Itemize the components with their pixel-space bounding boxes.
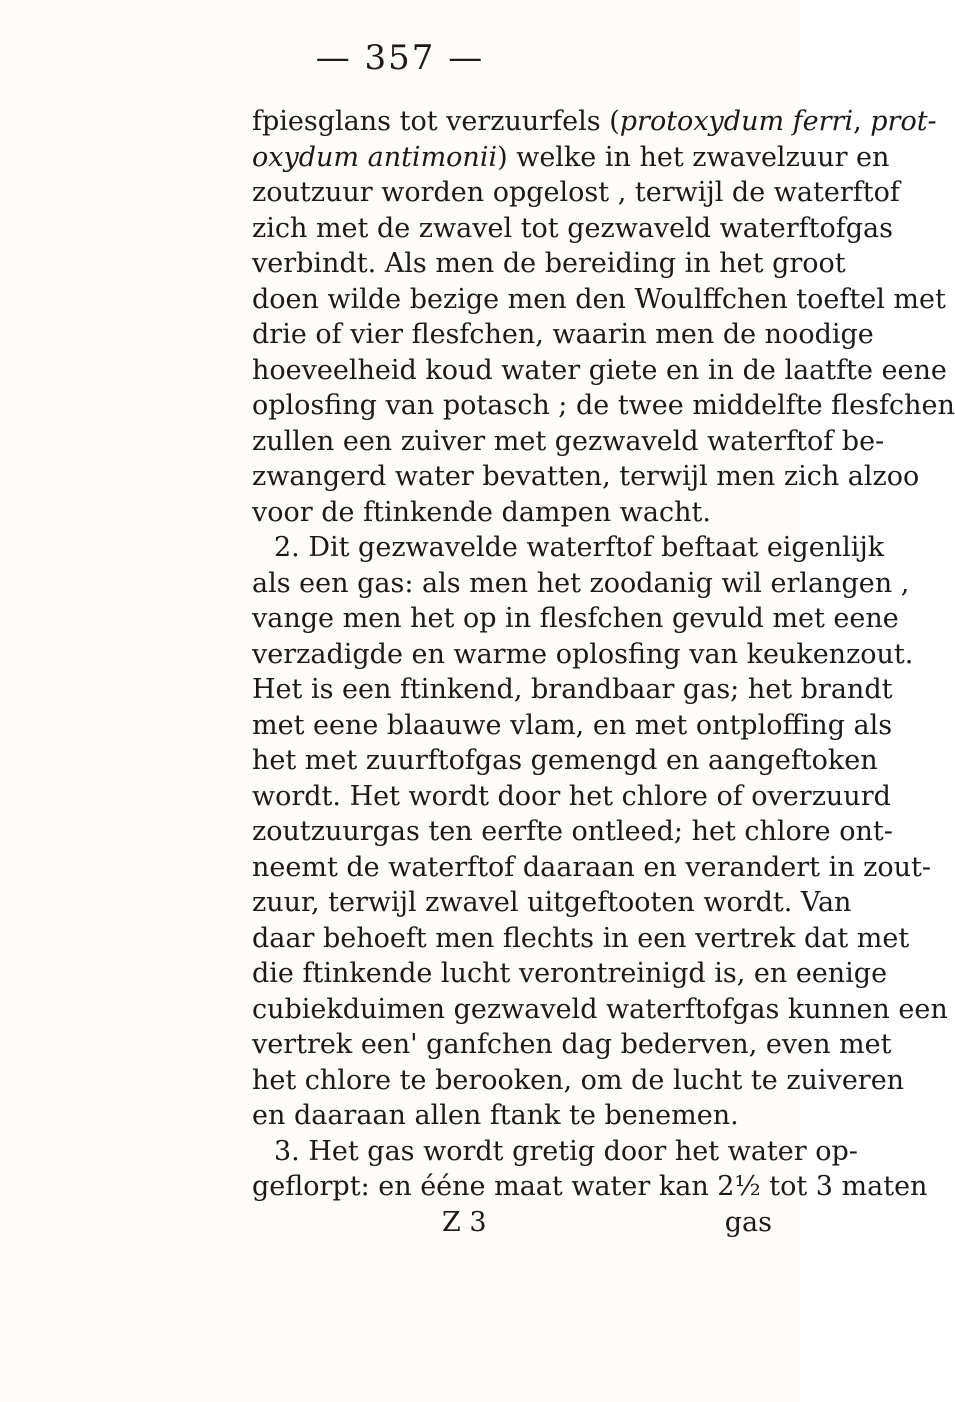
catchword: gas — [724, 1206, 772, 1238]
text-line: het met zuurftofgas gemengd en aangeftoken — [252, 745, 878, 776]
text-line: zoutzuurgas ten eerfte ontleed; het chlore ont- — [252, 816, 893, 847]
text-line: zuur, terwijl zwavel uitgeftooten wordt. Van — [252, 887, 852, 918]
text-line: zoutzuur worden opgelost , terwijl de waterftof — [252, 177, 900, 208]
text-line: Het is een ftinkend, brandbaar gas; het brandt — [252, 674, 893, 705]
text-line: cubiekduimen gezwaveld waterftofgas kunnen een — [252, 993, 948, 1025]
text-line: oplosfing van potasch ; de twee middelfte flesfchen — [252, 390, 955, 421]
page-footer — [252, 1205, 772, 1241]
text-line: het chlore te berooken, om de lucht te zuiveren — [252, 1064, 905, 1096]
text-line: met eene blaauwe vlam, en met ontploffing als — [252, 709, 893, 741]
text-line: neemt de waterftof daaraan en verandert in zout- — [252, 851, 932, 883]
italic-term: protoxydum ferri — [619, 106, 854, 137]
text-line: vertrek een' ganfchen dag bederven, even met — [252, 1029, 892, 1060]
text-line: zullen een zuiver met gezwaveld waterftof be- — [252, 425, 885, 457]
text-line: 2. Dit gezwavelde waterftof beftaat eigenlijk — [274, 532, 885, 563]
text-line: die ftinkende lucht verontreinigd is, en eenige — [252, 958, 888, 989]
text-line: geflorpt: en ééne maat water kan 2½ tot 3 maten — [252, 1171, 928, 1202]
italic-term: oxydum antimonii — [252, 141, 498, 173]
text-line: wordt. Het wordt door het chlore of overzuurd — [252, 780, 891, 812]
text-line: 3. Het gas wordt gretig door het water op- — [274, 1135, 858, 1167]
text-line: en daaraan allen ftank te benemen. — [252, 1100, 739, 1131]
text-line: drie of vier flesfchen, waarin men de noodige — [252, 319, 874, 350]
text-segment: fpiesglans tot verzuurfels ( — [252, 106, 620, 137]
text-line — [252, 104, 937, 140]
italic-term: prot- — [870, 106, 937, 137]
signature-mark: Z 3 — [442, 1206, 487, 1238]
text-line: verbindt. Als men de bereiding in het groot — [252, 248, 846, 279]
text-segment: , — [853, 106, 871, 137]
text-line: daar behoeft men flechts in een vertrek dat met — [252, 922, 910, 954]
text-segment: ) welke in het zwavelzuur en — [497, 141, 890, 173]
text-line: hoeveelheid koud water giete en in de laatfte eene — [252, 354, 947, 386]
text-line — [252, 140, 890, 176]
body-text — [252, 104, 955, 1240]
text-line: zwangerd water bevatten, terwijl men zich alzoo — [252, 461, 920, 492]
page-number: — 357 — — [315, 38, 485, 78]
text-line: vange men het op in flesfchen gevuld met eene — [252, 603, 899, 634]
text-line: doen wilde bezige men den Woulffchen toeftel met — [252, 283, 946, 315]
text-line: voor de ftinkende dampen wacht. — [252, 496, 711, 528]
text-line: zich met de zwavel tot gezwaveld waterftofgas — [252, 212, 893, 244]
text-line: verzadigde en warme oplosfing van keukenzout. — [252, 638, 914, 670]
text-line: als een gas: als men het zoodanig wil erlangen , — [252, 567, 910, 599]
